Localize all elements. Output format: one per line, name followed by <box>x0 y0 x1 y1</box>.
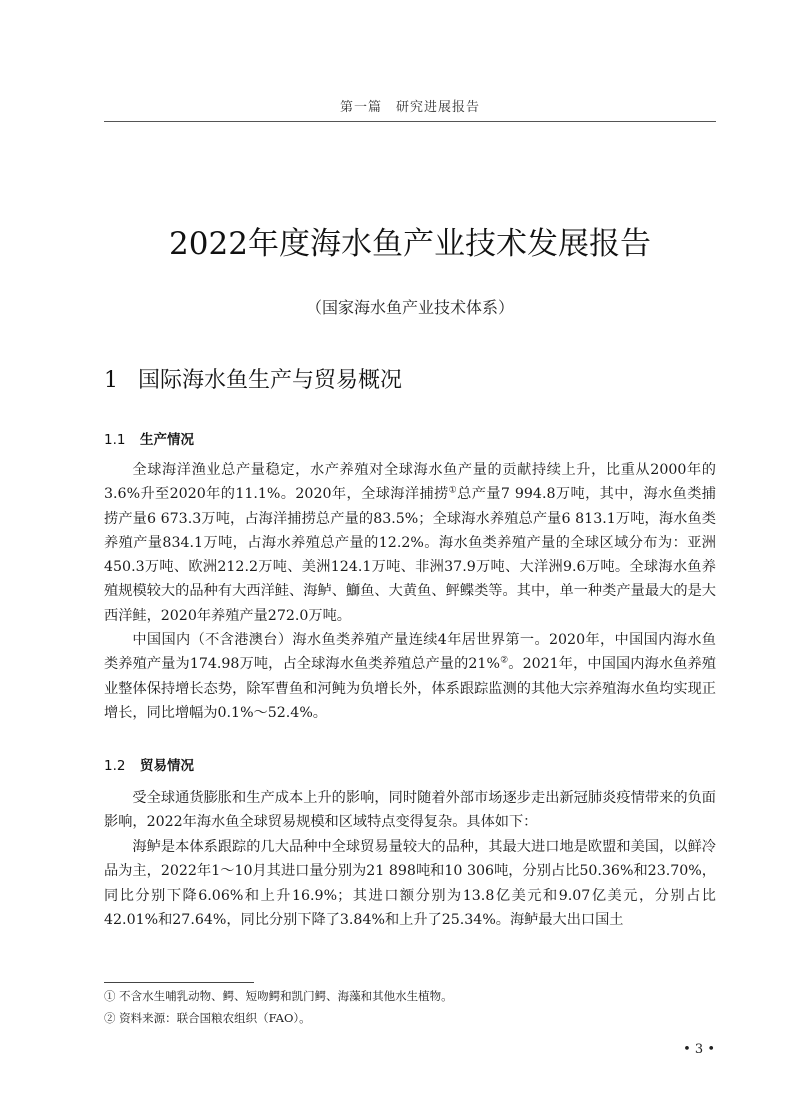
section-number: 1.1 <box>104 432 126 448</box>
footnote-ref-1[interactable]: ① <box>448 485 458 496</box>
footnote-ref-2[interactable]: ② <box>499 655 509 666</box>
page-subtitle: （国家海水鱼产业技术体系） <box>305 298 514 317</box>
section-1-2-heading <box>104 754 194 774</box>
section-number: 1.2 <box>104 758 126 774</box>
section-title: 贸易情况 <box>140 758 194 774</box>
paragraph-production-china: 中国国内（不含港澳台）海水鱼类养殖产量连续4年居世界第一。2020年，中国国内海水鱼类养殖产量为174.98万吨，占全球海水鱼类养殖总产量的21%②。2021年，中国国内海水鱼养殖业整体保持增长态势，除军曹鱼和河鲀为负增长外，体系跟踪监测的其他大宗养殖海水鱼均实现正增长，同比增幅为0.1%～52.4%。 <box>104 632 717 721</box>
section-title: 生产情况 <box>140 432 194 448</box>
footnote-2: ② 资料来源：联合国粮农组织（FAO）。 <box>104 1011 311 1025</box>
paragraph-production-global: 全球海洋渔业总产量稳定，水产养殖对全球海水鱼产量的贡献持续上升，比重从2000年的3.6%升至2020年的11.1%。2020年，全球海洋捕捞①总产量7 994.8万吨，其中，海水鱼类捕捞产量6 673.3万吨，占海洋捕捞总产量的83.5%；全球海水养殖总产量6 813.1万吨，海水鱼类养殖产量834.1万吨，占海水养殖总产量的12.2%。海水鱼类养殖产量的全球区域分布为：亚洲450.3万吨、欧洲212.2万吨、美洲124.1万吨、非洲37.9万吨、大洋洲9.6万吨。全球海水鱼养殖规模较大的品种有大西洋鲑、海鲈、鰤鱼、大黄鱼、鲆鲽类等。其中，单一种类产量最大的是大西洋鲑，2020年养殖产量272.0万吨。 <box>104 462 716 624</box>
footnote-1: ① 不含水生哺乳动物、鳄、短吻鳄和凯门鳄、海藻和其他水生植物。 <box>104 989 453 1003</box>
paragraph-trade-intro: 受全球通货膨胀和生产成本上升的影响，同时随着外部市场逐步走出新冠肺炎疫情带来的负面影响，2022年海水鱼全球贸易规模和区域特点变得复杂。具体如下： <box>104 790 716 831</box>
section-1-heading <box>104 363 402 394</box>
header-rule <box>104 121 716 122</box>
page-number: • 3 • <box>683 1042 715 1057</box>
running-header: 第一篇 研究进展报告 <box>339 100 480 115</box>
section-1-1-heading <box>104 428 194 448</box>
footnote-rule <box>104 982 254 983</box>
section-number: 1 <box>104 368 118 393</box>
section-title: 国际海水鱼生产与贸易概况 <box>138 368 403 393</box>
paragraph-trade-seabass: 海鲈是本体系跟踪的几大品种中全球贸易量较大的品种，其最大进口地是欧盟和美国，以鲜冷品为主，2022年1～10月其进口量分别为21 898吨和10 306吨，分别占比50.36%和23.70%，同比分别下降6.06%和上升16.9%；其进口额分别为13.8亿美元和9.07亿美元，分别占比42.01%和27.64%，同比分别下降了3.84%和上升了25.34%。海鲈最大出口国土 <box>104 839 716 928</box>
page-title: 2022年度海水鱼产业技术发展报告 <box>169 226 651 262</box>
